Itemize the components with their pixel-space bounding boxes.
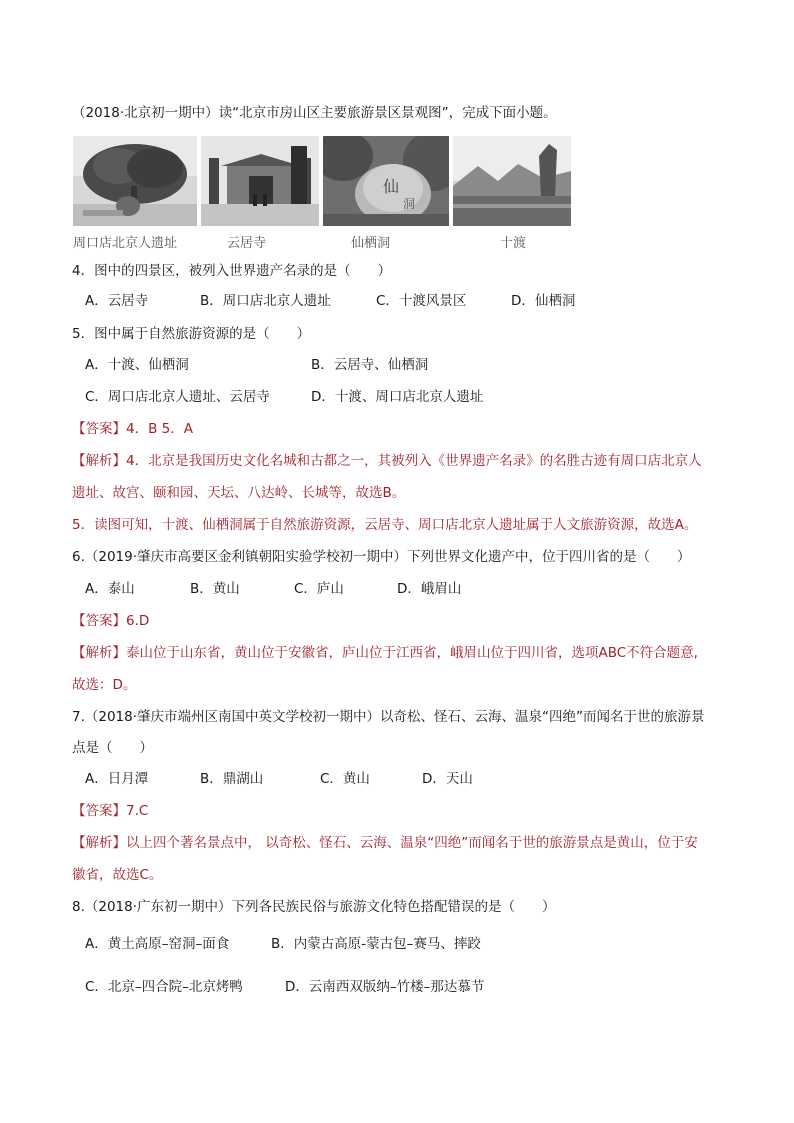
q7-option-c[interactable]: C．黄山 — [320, 771, 370, 787]
q6-stem: 6.（2019·肇庆市高要区金利镇朝阳实验学校初一期中）下列世界文化遗产中，位于四川省的是（ ） — [72, 549, 691, 565]
explain-text: 4．北京是我国历史文化名城和古都之一，其被列入《世界遗产名录》的名胜古迹有周口店北京人 — [126, 453, 702, 469]
explain-7-line1 — [72, 834, 698, 852]
q7-option-b[interactable]: B．鼎湖山 — [200, 771, 264, 787]
answer-tag: 【答案】 — [72, 803, 126, 819]
explain-text: 以上四个著名景点中， 以奇松、怪石、云海、温泉“四绝”而闻名于世的旅游景点是黄山，位于安 — [126, 835, 698, 851]
explain-text: 泰山位于山东省，黄山位于安徽省，庐山位于江西省，峨眉山位于四川省，选项ABC不符合题意, — [126, 645, 698, 661]
q6-option-b[interactable]: B．黄山 — [190, 581, 240, 597]
q4-stem: 4．图中的四景区，被列入世界遗产名录的是（ ） — [72, 263, 392, 279]
answer-tag: 【答案】 — [72, 613, 126, 629]
explain-6-line1 — [72, 644, 698, 662]
q7-stem-line1: 7.（2018·肇庆市端州区南国中英文学校初一期中）以奇松、怪石、云海、温泉“四绝”而闻名于世的旅游景 — [72, 709, 705, 725]
photo-shidu — [453, 136, 571, 226]
q8-option-d[interactable]: D．云南西双版纳–竹楼–那达慕节 — [285, 979, 485, 995]
q6-option-a[interactable]: A．泰山 — [85, 581, 135, 597]
q7-stem-line2: 点是（ ） — [72, 740, 153, 756]
photo-yunju-temple — [201, 136, 319, 226]
q8-option-a[interactable]: A．黄土高原–窑洞–面食 — [85, 936, 230, 952]
explain-45-line3: 5．读图可知，十渡、仙栖洞属于自然旅游资源，云居寺、周口店北京人遗址属于人文旅游资源，故选A。 — [72, 517, 698, 533]
photo-xianqi-cave — [323, 136, 449, 226]
caption-yunju-temple: 云居寺 — [227, 236, 267, 251]
caption-zhoukoudian: 周口店北京人遗址 — [73, 236, 178, 251]
intro-text: （2018·北京初一期中）读“北京市房山区主要旅游景区景观图”，完成下面小题。 — [72, 105, 557, 121]
caption-shidu: 十渡 — [500, 236, 527, 251]
answer-tag: 【答案】 — [72, 421, 126, 437]
q5-option-b[interactable]: B．云居寺、仙栖洞 — [311, 357, 429, 373]
answer-text: 6.D — [126, 613, 150, 629]
q8-stem: 8.（2018·广东初一期中）下列各民族民俗与旅游文化特色搭配错误的是（ ） — [72, 899, 556, 915]
explain-7-line2: 徽省，故选C。 — [72, 867, 163, 883]
answer-text: 7.C — [126, 803, 149, 819]
q5-stem: 5．图中属于自然旅游资源的是（ ） — [72, 326, 311, 342]
q5-option-a[interactable]: A．十渡、仙栖洞 — [85, 357, 189, 373]
explain-tag: 【解析】 — [72, 453, 126, 469]
explain-tag: 【解析】 — [72, 645, 126, 661]
q6-option-c[interactable]: C．庐山 — [294, 581, 344, 597]
explain-45-line2: 遗址、故宫、颐和园、天坛、八达岭、长城等，故选B。 — [72, 485, 406, 501]
q4-option-a[interactable]: A．云居寺 — [85, 293, 149, 309]
svg-text:洞: 洞 — [403, 197, 416, 211]
answer-6 — [72, 612, 149, 630]
photo-zhoukoudian — [73, 136, 197, 226]
caption-xianqi-cave: 仙栖洞 — [351, 236, 391, 251]
answer-45 — [72, 420, 193, 438]
q6-option-d[interactable]: D．峨眉山 — [397, 581, 462, 597]
answer-7 — [72, 802, 148, 820]
q8-option-c[interactable]: C．北京–四合院–北京烤鸭 — [85, 979, 243, 995]
explain-45-line1 — [72, 452, 702, 470]
q7-option-d[interactable]: D．天山 — [422, 771, 473, 787]
q5-option-c[interactable]: C．周口店北京人遗址、云居寺 — [85, 389, 270, 405]
q8-option-b[interactable]: B．内蒙古高原-蒙古包–赛马、摔跤 — [271, 936, 481, 952]
explain-6-line2: 故选：D。 — [72, 677, 137, 693]
q4-option-d[interactable]: D．仙栖洞 — [511, 293, 576, 309]
q7-option-a[interactable]: A．日月潭 — [85, 771, 149, 787]
answer-text: 4．B 5．A — [126, 421, 193, 437]
q4-option-c[interactable]: C．十渡风景区 — [376, 293, 467, 309]
svg-text:仙: 仙 — [383, 177, 400, 196]
explain-tag: 【解析】 — [72, 835, 126, 851]
q5-option-d[interactable]: D．十渡、周口店北京人遗址 — [311, 389, 484, 405]
q4-option-b[interactable]: B．周口店北京人遗址 — [200, 293, 331, 309]
